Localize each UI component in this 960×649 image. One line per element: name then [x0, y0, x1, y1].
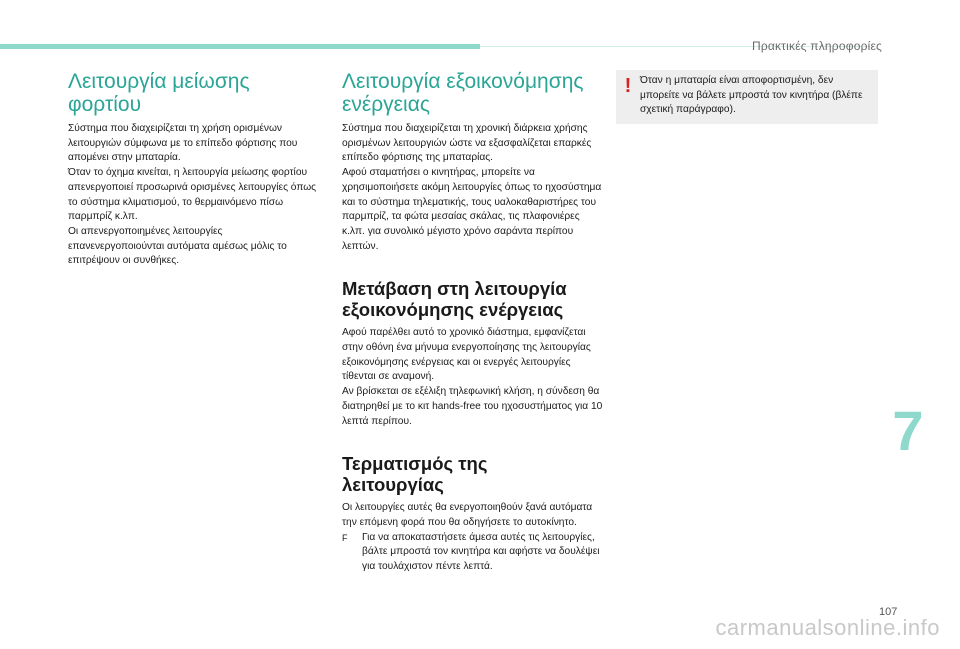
chapter-number: 7 [892, 399, 924, 462]
column-energy-economy [342, 70, 604, 575]
watermark-text: carmanualsonline.info [715, 615, 940, 640]
load-reduction-paragraph: Όταν το όχημα κινείται, η λειτουργία μείωσης φορτίου απενεργοποιεί προσωρινά ορισμένες λειτουργίες όπως το σύστημα κλιματισμού, το θερμαινόμενο πίσω παρμπρίζ κ.λπ. [68, 167, 317, 223]
energy-economy-heading-line1: Λειτουργία εξοικονόμησης [342, 70, 584, 93]
exiting-heading [342, 453, 604, 495]
energy-economy-heading-line2: ενέργειας [342, 93, 430, 116]
warning-box [616, 70, 878, 124]
page-number: 107 [879, 606, 898, 618]
column-warning [616, 70, 878, 124]
column-load-reduction [68, 70, 318, 269]
bullet-arrow-icon: F [342, 532, 348, 543]
load-reduction-heading [68, 70, 318, 116]
bullet-item [342, 531, 604, 575]
energy-economy-paragraph: Σύστημα που διαχειρίζεται τη χρονική διάρκεια χρήσης ορισμένων λειτουργιών ώστε να εξασφαλίζεται επαρκές επίπεδο φόρτισης της μπαταρίας. [342, 123, 592, 164]
energy-economy-heading [342, 70, 604, 116]
load-reduction-paragraph: Οι απενεργοποιημένες λειτουργίες επανενεργοποιούνται αυτόματα αμέσως μόλις το επιτρέψουν οι συνθήκες. [68, 225, 287, 267]
bullet-text: Για να αποκαταστήσετε άμεσα αυτές τις λειτουργίες, βάλτε μπροστά τον κινητήρα και αφήστε να δουλέψει για τουλάχιστον πέντε λεπτά. [362, 531, 600, 573]
switching-paragraph: Αν βρίσκεται σε εξέλιξη τηλεφωνική κλήση, η σύνδεση θα διατηρηθεί με το κιτ hands-free του ηχοσυστήματος για 10 λεπτά περίπου. [342, 386, 603, 427]
load-reduction-heading-line1: Λειτουργία μείωσης [68, 70, 250, 93]
switching-heading-line1: Μετάβαση στη λειτουργία [342, 278, 567, 300]
header-accent-bar [0, 44, 480, 49]
energy-economy-paragraph: Αφού σταματήσει ο κινητήρας, μπορείτε να χρησιμοποιήσετε ακόμη λειτουργίες όπως το ηχοσύστημα και το σύστημα τηλεματικής, τους υαλοκαθαριστήρες του παρμπρίζ, τα φώτα μεσαίας σκάλας, τις πλαφονιέρες κ.λπ. για συνολικό μέγιστο χρόνο σαράντα περίπου λεπτών. [342, 167, 602, 252]
warning-text: Όταν η μπαταρία είναι αποφορτισμένη, δεν μπορείτε να βάλετε μπροστά τον κινητήρα (βλέπε σχετική παράγραφο). [640, 75, 863, 116]
exiting-paragraph: Οι λειτουργίες αυτές θα ενεργοποιηθούν ξανά αυτόματα την επόμενη φορά που θα οδηγήσετε το αυτοκίνητο. [342, 502, 593, 528]
switching-heading [342, 278, 604, 320]
exiting-heading-line1: Τερματισμός της [342, 453, 488, 475]
exiting-heading-line2: λειτουργίας [342, 474, 444, 496]
warning-icon: ! [624, 75, 632, 97]
load-reduction-heading-line2: φορτίου [68, 93, 142, 116]
switching-paragraph: Αφού παρέλθει αυτό το χρονικό διάστημα, εμφανίζεται στην οθόνη ένα μήνυμα ενεργοποίησης της λειτουργίας εξοικονόμησης ενέργειας και οι ενεργές λειτουργίες τίθενται σε αναμονή. [342, 327, 591, 383]
section-header-title: Πρακτικές πληροφορίες [751, 39, 882, 53]
load-reduction-paragraph: Σύστημα που διαχειρίζεται τη χρήση ορισμένων λειτουργιών σύμφωνα με το επίπεδο φόρτισης που απομένει στην μπαταρία. [68, 123, 298, 164]
switching-heading-line2: εξοικονόμησης ενέργειας [342, 299, 564, 321]
